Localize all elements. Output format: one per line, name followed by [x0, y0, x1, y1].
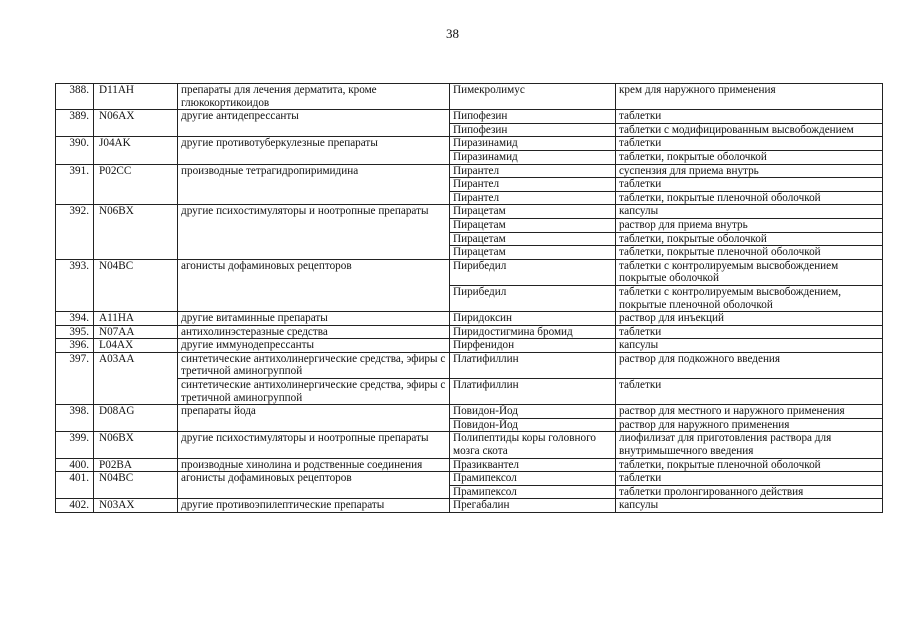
drug-name: Прамипексол [450, 485, 616, 499]
drug-name: Пимекролимус [450, 84, 616, 110]
dosage-form: таблетки с контролируемым высвобождением покрытые оболочкой [616, 259, 883, 285]
pharmacological-group: антихолинэстеразные средства [178, 325, 450, 339]
dosage-form: капсулы [616, 205, 883, 219]
atc-code: N04BC [94, 259, 178, 311]
dosage-form: суспензия для приема внутрь [616, 164, 883, 178]
atc-code: P02CC [94, 164, 178, 205]
dosage-form: таблетки, покрытые оболочкой [616, 232, 883, 246]
atc-code: P02BA [94, 458, 178, 472]
atc-code: A03AA [94, 352, 178, 404]
pharmacological-group: другие иммунодепрессанты [178, 339, 450, 353]
dosage-form: раствор для инъекций [616, 312, 883, 326]
dosage-form: таблетки с модифицированным высвобождением [616, 123, 883, 137]
table-row [56, 312, 883, 326]
atc-code: N07AA [94, 325, 178, 339]
pharmacological-group: другие противотуберкулезные препараты [178, 137, 450, 164]
table-row [56, 110, 883, 124]
drug-name: Прегабалин [450, 499, 616, 513]
pharmacological-group: другие психостимуляторы и ноотропные препараты [178, 205, 450, 259]
entry-number: 388. [56, 84, 94, 110]
pharmacological-group: агонисты дофаминовых рецепторов [178, 259, 450, 311]
atc-code: D11AH [94, 84, 178, 110]
drug-name: Пирантел [450, 164, 616, 178]
entry-number: 393. [56, 259, 94, 311]
drug-name: Прамипексол [450, 472, 616, 486]
dosage-form: раствор для подкожного введения [616, 352, 883, 378]
pharmacological-group: препараты йода [178, 405, 450, 432]
dosage-form: таблетки [616, 110, 883, 124]
pharmacological-group: производные хинолина и родственные соединения [178, 458, 450, 472]
drug-name: Пирантел [450, 178, 616, 192]
atc-code: N06AX [94, 110, 178, 137]
table-row [56, 325, 883, 339]
dosage-form: таблетки [616, 472, 883, 486]
dosage-form: крем для наружного применения [616, 84, 883, 110]
entry-number: 396. [56, 339, 94, 353]
atc-code: A11HA [94, 312, 178, 326]
dosage-form: таблетки, покрытые пленочной оболочкой [616, 458, 883, 472]
table-row [56, 137, 883, 151]
dosage-form: таблетки пролонгированного действия [616, 485, 883, 499]
entry-number: 398. [56, 405, 94, 432]
dosage-form: таблетки [616, 379, 883, 405]
page-number: 38 [446, 26, 459, 41]
drug-name: Пипофезин [450, 110, 616, 124]
pharmacological-group: синтетические антихолинергические средства, эфиры с третичной аминогруппой [178, 352, 450, 378]
pharmacological-group: другие антидепрессанты [178, 110, 450, 137]
table-row [56, 405, 883, 419]
table-row [56, 352, 883, 378]
dosage-form: раствор для местного и наружного применения [616, 405, 883, 419]
dosage-form: лиофилизат для приготовления раствора для внутримышечного введения [616, 432, 883, 458]
drug-name: Пипофезин [450, 123, 616, 137]
entry-number: 397. [56, 352, 94, 404]
dosage-form: раствор для приема внутрь [616, 218, 883, 232]
entry-number: 395. [56, 325, 94, 339]
atc-code: N04BC [94, 472, 178, 499]
pharmacological-group: синтетические антихолинергические средства, эфиры с третичной аминогруппой [178, 379, 450, 405]
table-row [56, 379, 883, 405]
drug-name: Пиридостигмина бромид [450, 325, 616, 339]
dosage-form: раствор для наружного применения [616, 418, 883, 432]
drug-name: Пиридоксин [450, 312, 616, 326]
drug-name: Пирацетам [450, 218, 616, 232]
drug-name: Пирацетам [450, 246, 616, 260]
dosage-form: таблетки с контролируемым высвобождением, покрытые пленочной оболочкой [616, 285, 883, 311]
entry-number: 390. [56, 137, 94, 164]
drug-name: Пирибедил [450, 285, 616, 311]
dosage-form: капсулы [616, 499, 883, 513]
atc-code: N06BX [94, 432, 178, 458]
entry-number: 394. [56, 312, 94, 326]
atc-code: N03AX [94, 499, 178, 513]
drug-name: Пиразинамид [450, 150, 616, 164]
drug-name: Пирацетам [450, 232, 616, 246]
drug-name: Пирантел [450, 191, 616, 205]
entry-number: 400. [56, 458, 94, 472]
entry-number: 389. [56, 110, 94, 137]
dosage-form: таблетки [616, 137, 883, 151]
table-row [56, 472, 883, 486]
drug-name: Пирацетам [450, 205, 616, 219]
dosage-form: таблетки, покрытые пленочной оболочкой [616, 191, 883, 205]
table-row [56, 84, 883, 110]
pharmacological-group: другие психостимуляторы и ноотропные препараты [178, 432, 450, 458]
table-row [56, 205, 883, 219]
atc-code: D08AG [94, 405, 178, 432]
dosage-form: таблетки [616, 325, 883, 339]
entry-number: 402. [56, 499, 94, 513]
drug-name: Празиквантел [450, 458, 616, 472]
drug-name: Повидон-Йод [450, 418, 616, 432]
medicines-table [55, 83, 883, 513]
pharmacological-group: препараты для лечения дерматита, кроме глюкокортикоидов [178, 84, 450, 110]
table-row [56, 259, 883, 285]
dosage-form: таблетки [616, 178, 883, 192]
entry-number: 401. [56, 472, 94, 499]
pharmacological-group: другие витаминные препараты [178, 312, 450, 326]
drug-name: Полипептиды коры головного мозга скота [450, 432, 616, 458]
entry-number: 392. [56, 205, 94, 259]
table-row [56, 432, 883, 458]
pharmacological-group: производные тетрагидропиримидина [178, 164, 450, 205]
drug-name: Пирфенидон [450, 339, 616, 353]
atc-code: J04AK [94, 137, 178, 164]
drug-name: Платифиллин [450, 379, 616, 405]
dosage-form: таблетки, покрытые пленочной оболочкой [616, 246, 883, 260]
table-row [56, 499, 883, 513]
drug-name: Повидон-Йод [450, 405, 616, 419]
table-row [56, 458, 883, 472]
atc-code: N06BX [94, 205, 178, 259]
entry-number: 391. [56, 164, 94, 205]
drug-name: Платифиллин [450, 352, 616, 378]
dosage-form: таблетки, покрытые оболочкой [616, 150, 883, 164]
table-row [56, 164, 883, 178]
drug-name: Пирибедил [450, 259, 616, 285]
drug-name: Пиразинамид [450, 137, 616, 151]
atc-code: L04AX [94, 339, 178, 353]
pharmacological-group: другие противоэпилептические препараты [178, 499, 450, 513]
pharmacological-group: агонисты дофаминовых рецепторов [178, 472, 450, 499]
table-row [56, 339, 883, 353]
dosage-form: капсулы [616, 339, 883, 353]
entry-number: 399. [56, 432, 94, 458]
